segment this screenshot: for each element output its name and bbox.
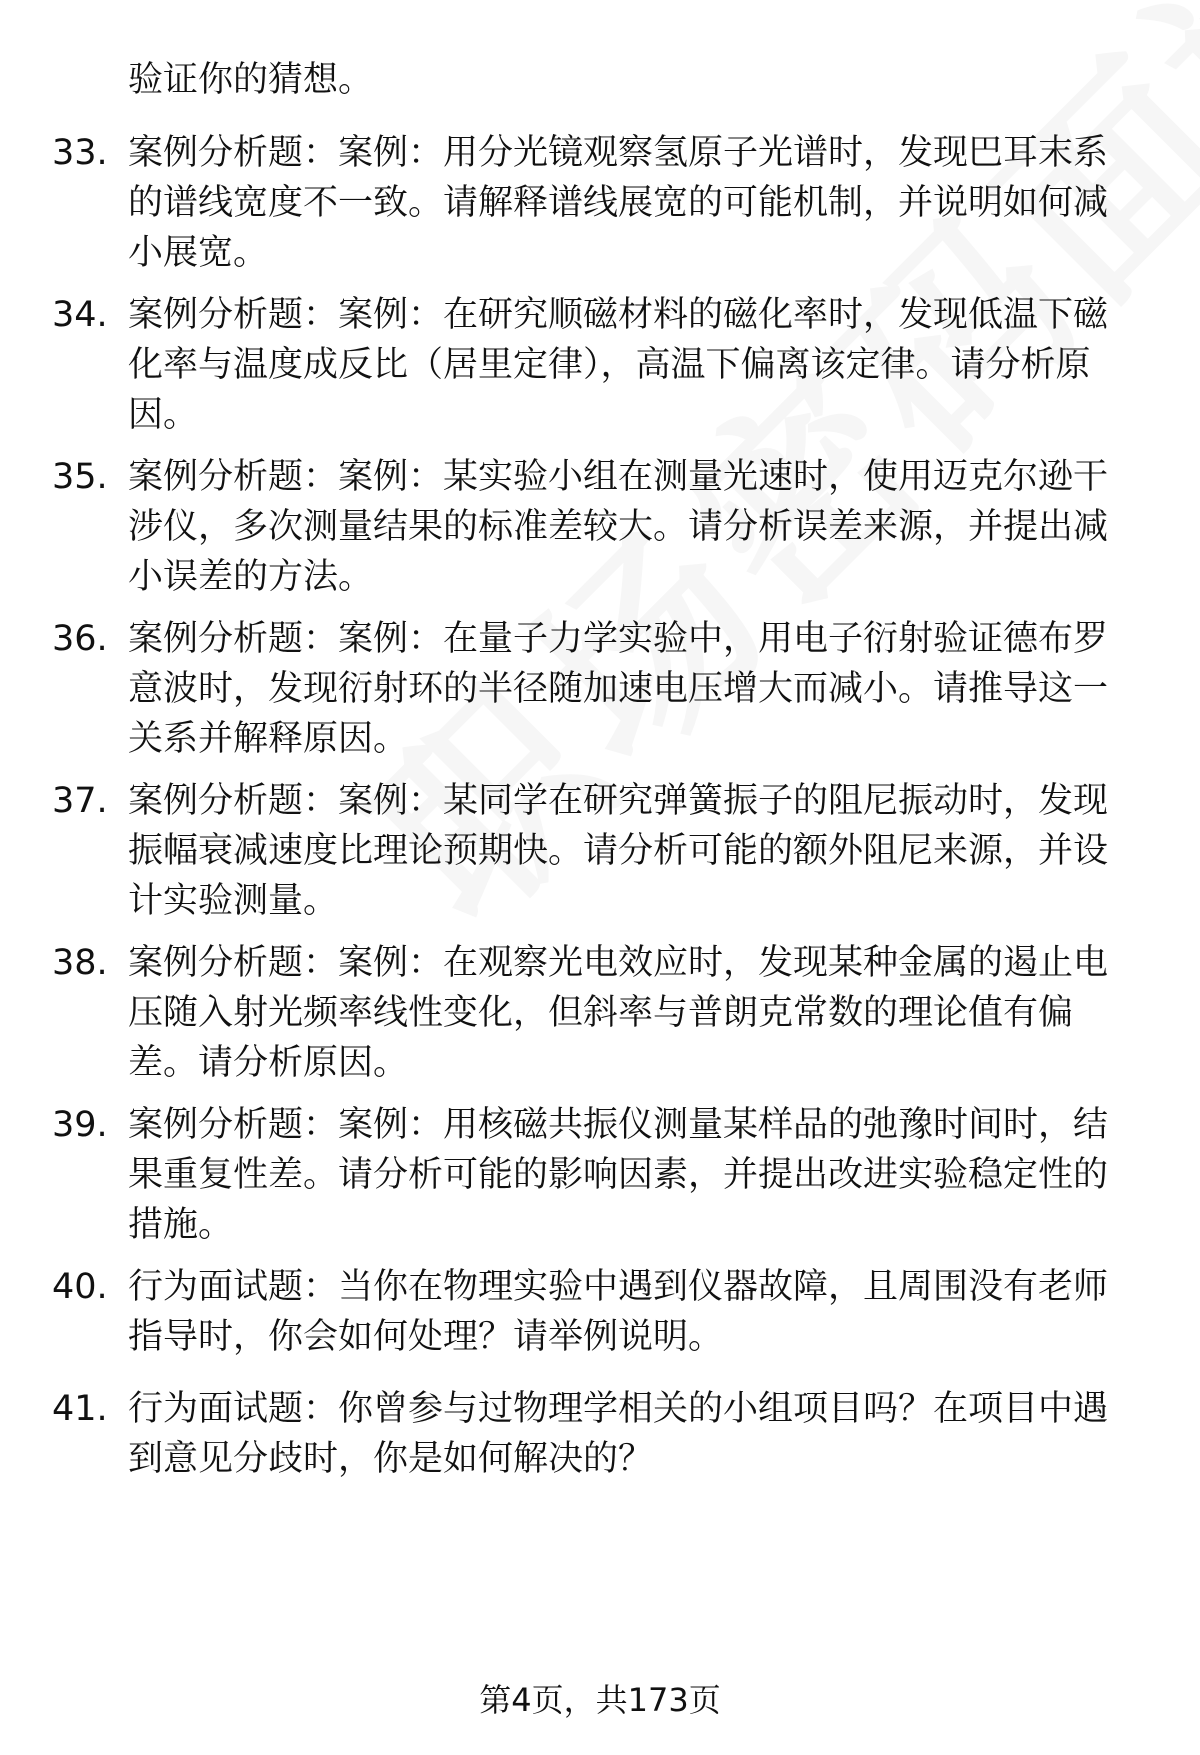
text-line: 指导时，你会如何处理？请举例说明。	[128, 1317, 724, 1357]
question-number: 33.	[52, 133, 108, 173]
text-line: 果重复性差。请分析可能的影响因素，并提出改进实验稳定性的	[128, 1155, 1109, 1195]
text-line: 行为面试题：当你在物理实验中遇到仪器故障，且周围没有老师	[128, 1267, 1109, 1307]
question-text	[128, 128, 1138, 278]
text-line: 差。请分析原因。	[128, 1043, 409, 1083]
question-text	[128, 290, 1138, 440]
text-line: 案例分析题：案例：在研究顺磁材料的磁化率时，发现低温下磁	[128, 295, 1109, 335]
question-text	[128, 1384, 1138, 1484]
text-line: 计实验测量。	[128, 881, 339, 921]
question-text	[128, 1100, 1138, 1250]
text-line: 振幅衰减速度比理论预期快。请分析可能的额外阻尼来源，并设	[128, 831, 1109, 871]
question-number: 35.	[52, 457, 108, 497]
question-text	[128, 938, 1138, 1088]
text-line: 意波时，发现衍射环的半径随加速电压增大而减小。请推导这一	[128, 669, 1109, 709]
question-text	[128, 1262, 1138, 1362]
continuation-text	[128, 55, 1138, 105]
question-number: 34.	[52, 295, 108, 335]
question-number: 41.	[52, 1389, 108, 1429]
text-line: 验证你的猜想。	[128, 60, 374, 100]
text-line: 因。	[128, 395, 199, 435]
text-line: 案例分析题：案例：某同学在研究弹簧振子的阻尼振动时，发现	[128, 781, 1109, 821]
question-number: 38.	[52, 943, 108, 983]
question-number: 36.	[52, 619, 108, 659]
text-line: 到意见分歧时，你是如何解决的？	[128, 1439, 654, 1479]
text-line: 案例分析题：案例：在量子力学实验中，用电子衍射验证德布罗	[128, 619, 1109, 659]
text-line: 小误差的方法。	[128, 557, 374, 597]
text-line: 案例分析题：案例：在观察光电效应时，发现某种金属的遏止电	[128, 943, 1109, 983]
text-line: 化率与温度成反比（居里定律），高温下偏离该定律。请分析原	[128, 345, 1091, 385]
text-line: 压随入射光频率线性变化，但斜率与普朗克常数的理论值有偏	[128, 993, 1074, 1033]
page-number: 第4页，共173页	[479, 1681, 721, 1719]
text-line: 小展宽。	[128, 233, 269, 273]
text-line: 行为面试题：你曾参与过物理学相关的小组项目吗？在项目中遇	[128, 1389, 1109, 1429]
text-line: 案例分析题：案例：用核磁共振仪测量某样品的弛豫时间时，结	[128, 1105, 1109, 1145]
question-text	[128, 452, 1138, 602]
question-text	[128, 614, 1138, 764]
text-line: 涉仪，多次测量结果的标准差较大。请分析误差来源，并提出减	[128, 507, 1109, 547]
text-line: 的谱线宽度不一致。请解释谱线展宽的可能机制，并说明如何减	[128, 183, 1109, 223]
text-line: 案例分析题：案例：用分光镜观察氢原子光谱时，发现巴耳末系	[128, 133, 1109, 173]
question-number: 40.	[52, 1267, 108, 1307]
text-line: 案例分析题：案例：某实验小组在测量光速时，使用迈克尔逊干	[128, 457, 1109, 497]
question-number: 39.	[52, 1105, 108, 1145]
question-number: 37.	[52, 781, 108, 821]
text-line: 关系并解释原因。	[128, 719, 409, 759]
text-line: 措施。	[128, 1205, 234, 1245]
question-text	[128, 776, 1138, 926]
